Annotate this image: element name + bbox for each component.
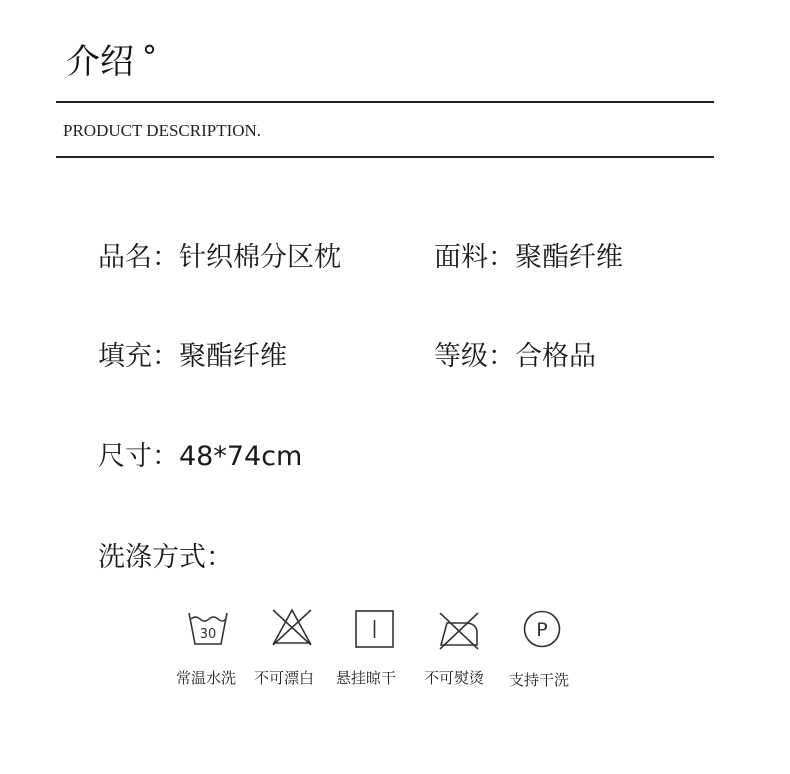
spec-fabric-label: 面料： [434, 242, 515, 273]
wash-30-icon [186, 609, 230, 649]
spec-grade [434, 339, 596, 375]
wash-temperature-text: 30 [199, 627, 217, 642]
hang-dry-icon [353, 609, 397, 649]
spec-filling-label: 填充： [98, 341, 179, 372]
spec-fabric [434, 240, 623, 276]
section-subtitle: PRODUCT DESCRIPTION. [63, 121, 262, 140]
dry-clean-p-icon [521, 609, 565, 649]
spec-size-value: 48*74cm [179, 441, 303, 472]
care-heading: 洗涤方式： [98, 542, 233, 573]
care-label-bleach: 不可漂白 [254, 669, 315, 687]
title-degree-mark: ° [142, 40, 157, 75]
spec-size [98, 439, 302, 475]
care-label-dryclean: 支持干洗 [509, 671, 570, 689]
spec-grade-value: 合格品 [515, 341, 596, 372]
bottom-divider [56, 156, 714, 158]
page-title [66, 40, 157, 86]
spec-grade-label: 等级： [434, 341, 515, 372]
spec-filling [98, 339, 287, 375]
spec-name [98, 240, 341, 276]
do-not-bleach-icon [270, 607, 314, 647]
spec-size-label: 尺寸： [98, 441, 179, 472]
care-label-dry: 悬挂晾干 [336, 669, 397, 687]
spec-fabric-value: 聚酯纤维 [515, 242, 623, 273]
do-not-iron-icon [437, 611, 481, 651]
care-label-wash: 常温水洗 [176, 669, 237, 687]
care-label-iron: 不可熨烫 [424, 669, 485, 687]
top-divider [56, 101, 714, 103]
spec-name-value: 针织棉分区枕 [179, 242, 341, 273]
dry-clean-letter: P [536, 619, 548, 641]
spec-filling-value: 聚酯纤维 [179, 341, 287, 372]
title-text: 介绍 [66, 42, 134, 82]
spec-name-label: 品名： [98, 242, 179, 273]
